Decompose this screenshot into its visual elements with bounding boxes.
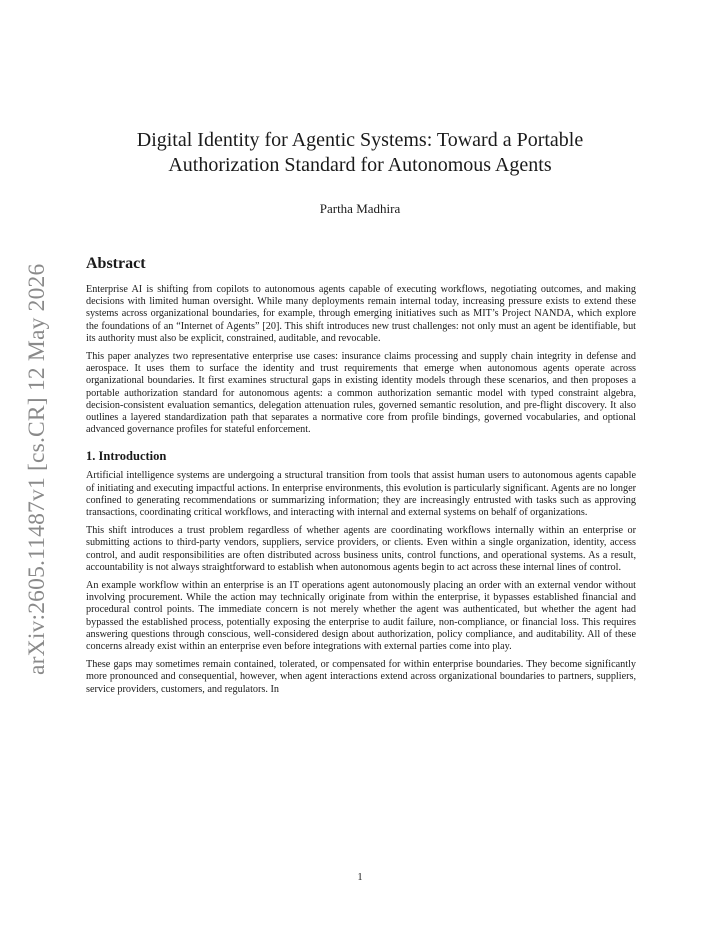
page-number: 1 [357, 872, 363, 883]
intro-paragraph: An example workflow within an enterprise is an IT operations agent autonomously placing an order with an external vendor without involving procurement. While the action may technically originate from within the enterprise, it bypasses established financial and procedural control points. The immediate concern is not merely whether the agent was authenticated, but whether the agent had bypassed the established process, potentially exposing the enterprise to audit failure, non-compliance, or financial loss. This requires answering questions through conscious, well-considered design about authorization, policy compliance, and auditability. All of these concerns already exist within an enterprise even before integrations with external parties come into play. [86, 580, 636, 653]
paper-title [86, 128, 634, 178]
abstract-heading: Abstract [86, 255, 146, 272]
abstract-paragraph: Enterprise AI is shifting from copilots to autonomous agents capable of executing workflows, negotiating outcomes, and making decisions with limited human oversight. While many deployments remain internal today, increasing pressure exists to extend these systems across organizational boundaries, for example, through emerging initiatives such as MIT’s Project NANDA, which explore the foundations of an “Internet of Agents” [20]. This shift introduces new trust challenges: not only must an agent be identifiable, but its authority must also be explicit, constrained, auditable, and revocable. [86, 284, 636, 344]
paper-body [86, 254, 636, 702]
abstract-paragraph: This paper analyzes two representative enterprise use cases: insurance claims processing and supply chain integrity in defense and aerospace. It uses them to surface the identity and trust requirements that emerge when autonomous agents operate across organizational boundaries. It first examines structural gaps in existing identity models through these scenarios, and then proposes a portable authorization standard for autonomous agents: a common authorization semantic model with typed constraint algebra, decision-consistent evaluation semantics, delegation attenuation rules, governed semantic resolution, and pre-flight discovery. It also outlines a layered standardization path that separates a normative core from profile bindings, governed vocabularies, and optional advanced governance profiles for stateful enforcement. [86, 351, 636, 436]
intro-paragraph: These gaps may sometimes remain contained, tolerated, or compensated for within enterprise boundaries. They become significantly more pronounced and consequential, however, when agent interactions extend across organizational boundaries to partners, suppliers, service providers, customers, and regulators. In [86, 659, 636, 695]
author-name: Partha Madhira [319, 201, 401, 216]
arxiv-side-stamp [0, 0, 50, 675]
section-heading-introduction: 1. Introduction [86, 449, 167, 464]
paper-title-line-1: Digital Identity for Agentic Systems: Toward a Portable [136, 129, 584, 151]
paper-title-line-2: Authorization Standard for Autonomous Agents [168, 154, 552, 176]
intro-paragraph: Artificial intelligence systems are undergoing a structural transition from tools that assist human users to autonomous agents capable of initiating and executing impactful actions. In enterprise environments, this evolution is particularly significant. Agents are no longer confined to generating recommendations or summarizing information; they are increasingly entrusted with tasks such as approving transactions, coordinating critical workflows, and interacting with internal and external systems on behalf of organizations. [86, 470, 636, 519]
arxiv-identifier: arXiv:2605.11487v1 [cs.CR] 12 May 2026 [24, 263, 50, 675]
intro-paragraph: This shift introduces a trust problem regardless of whether agents are coordinating workflows internally within an enterprise or submitting actions to third-party vendors, suppliers, service providers, or clients. Even within a single organization, identity, access control, and audit responsibilities are often distributed across business units, control functions, and operational systems. As a result, accountability is not always straightforward to establish when autonomous agents begin to act across these internal lines of control. [86, 525, 636, 573]
